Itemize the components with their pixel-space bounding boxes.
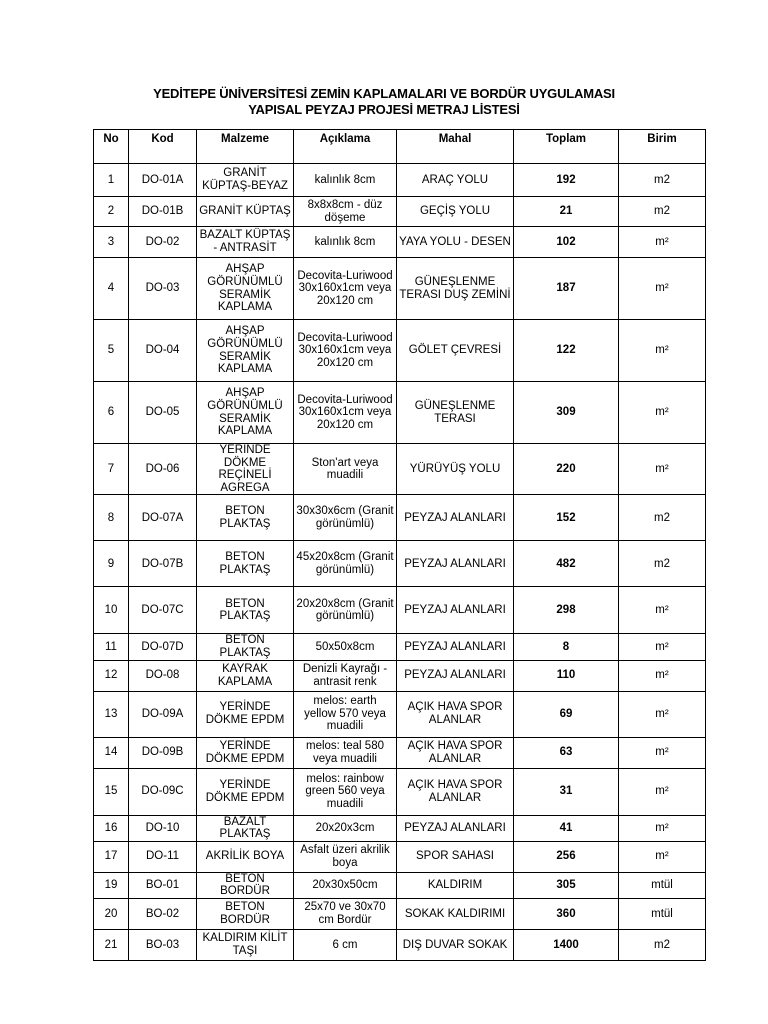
cell-no: 21: [94, 929, 129, 960]
cell-malzeme: AHŞAP GÖRÜNÜMLÜ SERAMİK KAPLAMA: [197, 320, 294, 382]
cell-toplam: 110: [514, 660, 619, 691]
cell-birim: m2: [619, 197, 706, 227]
cell-no: 14: [94, 737, 129, 768]
cell-aciklama: 6 cm: [294, 929, 397, 960]
table-row: [94, 691, 706, 737]
cell-no: 7: [94, 444, 129, 495]
cell-malzeme: AHŞAP GÖRÜNÜMLÜ SERAMİK KAPLAMA: [197, 382, 294, 444]
cell-kod: DO-09A: [129, 691, 197, 737]
cell-mahal: DIŞ DUVAR SOKAK: [397, 929, 514, 960]
cell-malzeme: YERİNDE DÖKME EPDM: [197, 768, 294, 815]
cell-mahal: PEYZAJ ALANLARI: [397, 541, 514, 587]
cell-toplam: 102: [514, 227, 619, 258]
cell-toplam: 187: [514, 258, 619, 320]
cell-no: 10: [94, 587, 129, 634]
cell-no: 9: [94, 541, 129, 587]
table-row: [94, 164, 706, 197]
cell-no: 11: [94, 634, 129, 660]
table-row: [94, 587, 706, 634]
header-no: No: [94, 130, 129, 164]
cell-malzeme: GRANİT KÜPTAŞ-BEYAZ: [197, 164, 294, 197]
cell-no: 2: [94, 197, 129, 227]
table-row: [94, 444, 706, 495]
cell-malzeme: YERİNDE DÖKME REÇİNELİ AGREGA: [197, 444, 294, 495]
cell-toplam: 1400: [514, 929, 619, 960]
cell-malzeme: BETON BORDÜR: [197, 872, 294, 898]
title-line-1: YEDİTEPE ÜNİVERSİTESİ ZEMİN KAPLAMALARI VE BORDÜR UYGULAMASI: [153, 86, 615, 101]
cell-toplam: 298: [514, 587, 619, 634]
cell-aciklama: Decovita-Luriwood 30x160x1cm veya 20x120 cm: [294, 382, 397, 444]
cell-mahal: GÜNEŞLENME TERASI: [397, 382, 514, 444]
cell-birim: m²: [619, 660, 706, 691]
cell-mahal: AÇIK HAVA SPOR ALANLAR: [397, 768, 514, 815]
cell-mahal: PEYZAJ ALANLARI: [397, 587, 514, 634]
cell-malzeme: BETON PLAKTAŞ: [197, 541, 294, 587]
cell-malzeme: KAYRAK KAPLAMA: [197, 660, 294, 691]
cell-toplam: 360: [514, 898, 619, 929]
cell-kod: DO-09B: [129, 737, 197, 768]
cell-no: 17: [94, 841, 129, 872]
cell-kod: DO-02: [129, 227, 197, 258]
cell-kod: BO-02: [129, 898, 197, 929]
cell-birim: m²: [619, 587, 706, 634]
cell-aciklama: 20x30x50cm: [294, 872, 397, 898]
cell-aciklama: Denizli Kayrağı - antrasit renk: [294, 660, 397, 691]
cell-kod: BO-03: [129, 929, 197, 960]
cell-mahal: AÇIK HAVA SPOR ALANLAR: [397, 737, 514, 768]
cell-no: 3: [94, 227, 129, 258]
cell-kod: DO-07A: [129, 495, 197, 541]
cell-kod: DO-04: [129, 320, 197, 382]
cell-mahal: PEYZAJ ALANLARI: [397, 815, 514, 841]
cell-malzeme: YERİNDE DÖKME EPDM: [197, 737, 294, 768]
cell-kod: DO-11: [129, 841, 197, 872]
cell-kod: DO-01B: [129, 197, 197, 227]
cell-no: 8: [94, 495, 129, 541]
cell-kod: DO-05: [129, 382, 197, 444]
cell-toplam: 305: [514, 872, 619, 898]
cell-birim: mtül: [619, 872, 706, 898]
table-row: [94, 541, 706, 587]
table-row: [94, 841, 706, 872]
table-row: [94, 929, 706, 960]
cell-kod: DO-03: [129, 258, 197, 320]
cell-birim: m²: [619, 258, 706, 320]
cell-no: 15: [94, 768, 129, 815]
cell-toplam: 220: [514, 444, 619, 495]
cell-aciklama: kalınlık 8cm: [294, 227, 397, 258]
cell-malzeme: BETON PLAKTAŞ: [197, 587, 294, 634]
cell-birim: m²: [619, 768, 706, 815]
table-row: [94, 898, 706, 929]
cell-no: 19: [94, 872, 129, 898]
cell-kod: DO-07B: [129, 541, 197, 587]
table-row: [94, 382, 706, 444]
table-row: [94, 660, 706, 691]
cell-aciklama: 30x30x6cm (Granit görünümlü): [294, 495, 397, 541]
cell-toplam: 122: [514, 320, 619, 382]
cell-aciklama: melos: rainbow green 560 veya muadili: [294, 768, 397, 815]
cell-birim: m²: [619, 815, 706, 841]
cell-no: 6: [94, 382, 129, 444]
cell-birim: m2: [619, 164, 706, 197]
cell-kod: DO-06: [129, 444, 197, 495]
table-row: [94, 197, 706, 227]
cell-malzeme: BAZALT PLAKTAŞ: [197, 815, 294, 841]
cell-toplam: 482: [514, 541, 619, 587]
cell-no: 16: [94, 815, 129, 841]
cell-mahal: SPOR SAHASI: [397, 841, 514, 872]
cell-mahal: PEYZAJ ALANLARI: [397, 634, 514, 660]
cell-toplam: 21: [514, 197, 619, 227]
table-row: [94, 495, 706, 541]
cell-mahal: PEYZAJ ALANLARI: [397, 495, 514, 541]
cell-malzeme: GRANİT KÜPTAŞ: [197, 197, 294, 227]
cell-birim: m²: [619, 444, 706, 495]
cell-aciklama: kalınlık 8cm: [294, 164, 397, 197]
cell-birim: m2: [619, 495, 706, 541]
cell-kod: DO-10: [129, 815, 197, 841]
cell-mahal: ARAÇ YOLU: [397, 164, 514, 197]
table-row: [94, 768, 706, 815]
cell-toplam: 63: [514, 737, 619, 768]
table-header-row: [94, 130, 706, 164]
cell-mahal: PEYZAJ ALANLARI: [397, 660, 514, 691]
cell-kod: DO-07D: [129, 634, 197, 660]
cell-toplam: 41: [514, 815, 619, 841]
cell-birim: m²: [619, 382, 706, 444]
cell-mahal: GÜNEŞLENME TERASI DUŞ ZEMİNİ: [397, 258, 514, 320]
cell-birim: m2: [619, 541, 706, 587]
cell-aciklama: 20x20x3cm: [294, 815, 397, 841]
cell-aciklama: Decovita-Luriwood 30x160x1cm veya 20x120 cm: [294, 320, 397, 382]
cell-malzeme: BETON PLAKTAŞ: [197, 495, 294, 541]
cell-no: 1: [94, 164, 129, 197]
table-row: [94, 737, 706, 768]
cell-aciklama: 8x8x8cm - düz döşeme: [294, 197, 397, 227]
cell-birim: m²: [619, 737, 706, 768]
cell-aciklama: 25x70 ve 30x70 cm Bordür: [294, 898, 397, 929]
cell-toplam: 31: [514, 768, 619, 815]
cell-kod: DO-01A: [129, 164, 197, 197]
cell-toplam: 69: [514, 691, 619, 737]
table-row: [94, 872, 706, 898]
cell-aciklama: Asfalt üzeri akrilik boya: [294, 841, 397, 872]
cell-no: 20: [94, 898, 129, 929]
cell-malzeme: YERİNDE DÖKME EPDM: [197, 691, 294, 737]
cell-birim: mtül: [619, 898, 706, 929]
cell-malzeme: KALDIRIM KİLİT TAŞI: [197, 929, 294, 960]
cell-birim: m²: [619, 691, 706, 737]
cell-malzeme: BAZALT KÜPTAŞ - ANTRASİT: [197, 227, 294, 258]
cell-no: 13: [94, 691, 129, 737]
table-row: [94, 815, 706, 841]
cell-aciklama: melos: teal 580 veya muadili: [294, 737, 397, 768]
cell-aciklama: Decovita-Luriwood 30x160x1cm veya 20x120 cm: [294, 258, 397, 320]
header-birim: Birim: [619, 130, 706, 164]
cell-mahal: KALDIRIM: [397, 872, 514, 898]
header-aciklama: Açıklama: [294, 130, 397, 164]
header-toplam: Toplam: [514, 130, 619, 164]
table-row: [94, 320, 706, 382]
cell-mahal: AÇIK HAVA SPOR ALANLAR: [397, 691, 514, 737]
cell-kod: BO-01: [129, 872, 197, 898]
header-mahal: Mahal: [397, 130, 514, 164]
cell-mahal: SOKAK KALDIRIMI: [397, 898, 514, 929]
cell-kod: DO-07C: [129, 587, 197, 634]
cell-mahal: GEÇİŞ YOLU: [397, 197, 514, 227]
cell-birim: m²: [619, 320, 706, 382]
cell-malzeme: AKRİLİK BOYA: [197, 841, 294, 872]
cell-birim: m²: [619, 634, 706, 660]
metraj-table: [93, 129, 706, 961]
cell-toplam: 8: [514, 634, 619, 660]
cell-kod: DO-09C: [129, 768, 197, 815]
cell-kod: DO-08: [129, 660, 197, 691]
cell-aciklama: 45x20x8cm (Granit görünümlü): [294, 541, 397, 587]
header-kod: Kod: [129, 130, 197, 164]
table-row: [94, 227, 706, 258]
cell-malzeme: BETON PLAKTAŞ: [197, 634, 294, 660]
cell-toplam: 192: [514, 164, 619, 197]
title-line-2: YAPISAL PEYZAJ PROJESİ METRAJ LİSTESİ: [248, 102, 520, 117]
cell-mahal: GÖLET ÇEVRESİ: [397, 320, 514, 382]
cell-no: 12: [94, 660, 129, 691]
cell-toplam: 152: [514, 495, 619, 541]
cell-birim: m²: [619, 227, 706, 258]
cell-birim: m²: [619, 841, 706, 872]
table-row: [94, 258, 706, 320]
cell-aciklama: melos: earth yellow 570 veya muadili: [294, 691, 397, 737]
cell-toplam: 309: [514, 382, 619, 444]
cell-aciklama: 50x50x8cm: [294, 634, 397, 660]
cell-aciklama: 20x20x8cm (Granit görünümlü): [294, 587, 397, 634]
cell-birim: m2: [619, 929, 706, 960]
cell-no: 4: [94, 258, 129, 320]
cell-mahal: YÜRÜYÜŞ YOLU: [397, 444, 514, 495]
document-title: [0, 86, 768, 118]
table-row: [94, 634, 706, 660]
cell-malzeme: AHŞAP GÖRÜNÜMLÜ SERAMİK KAPLAMA: [197, 258, 294, 320]
cell-mahal: YAYA YOLU - DESEN: [397, 227, 514, 258]
cell-no: 5: [94, 320, 129, 382]
cell-malzeme: BETON BORDÜR: [197, 898, 294, 929]
header-malzeme: Malzeme: [197, 130, 294, 164]
cell-toplam: 256: [514, 841, 619, 872]
cell-aciklama: Ston'art veya muadili: [294, 444, 397, 495]
